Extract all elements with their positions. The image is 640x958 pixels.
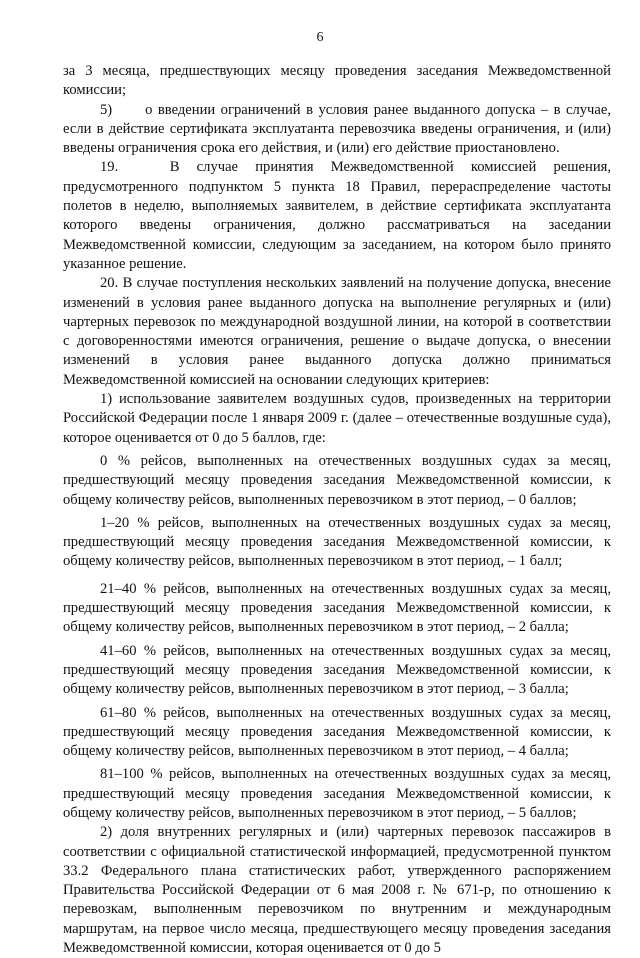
document-body <box>63 62 611 958</box>
paragraph-item-5: 5) о введении ограничений в условия ранее выданного допуска – в случае, если в действие сертификата эксплуатанта перевозчика введены ограничения, и (или) введены ограничения срока его действия, и (или) его действие приостановлено. <box>63 101 611 157</box>
paragraph-score-0: 0 % рейсов, выполненных на отечественных воздушных судах за месяц, предшествующий месяцу проведения заседания Межведомственной комиссии, к общему количеству рейсов, выполненных перевозчиком в этот период, – 0 баллов; <box>63 452 611 508</box>
paragraph-score-4: 61–80 % рейсов, выполненных на отечественных воздушных судах за месяц, предшествующий месяцу проведения заседания Межведомственной комиссии, к общему количеству рейсов, выполненных перевозчиком в этот период, – 4 балла; <box>63 704 611 760</box>
paragraph-score-5: 81–100 % рейсов, выполненных на отечественных воздушных судах за месяц, предшествующий месяцу проведения заседания Межведомственной комиссии, к общему количеству рейсов, выполненных перевозчиком в этот период, – 5 баллов; <box>63 766 611 821</box>
paragraph-criterion-1: 1) использование заявителем воздушных судов, произведенных на территории Российской Федерации после 1 января 2009 г. (далее – отечественные воздушные суда), которое оценивается от 0 до 5 баллов, где: <box>63 391 611 446</box>
page-number: 6 <box>316 30 324 45</box>
paragraph-criterion-2: 2) доля внутренних регулярных и (или) чартерных перевозок пассажиров в соответствии с официальной статистической информацией, предусмотренной пунктом 33.2 Федерального плана статистических работ, утвержденного распоряжением Правительства Российской Федерации от 6 мая 2008 г. № 671-р, по отношению к перевозкам, выполненным перевозчиком по внутренним и международным маршрутам, на первое число месяца, предшествующего месяцу проведения заседания Межведомственной комиссии, которая оценивается от 0 до 5 <box>63 824 611 957</box>
paragraph-continuation: за 3 месяца, предшествующих месяцу проведения заседания Межведомственной комиссии; <box>63 63 611 99</box>
paragraph-score-3: 41–60 % рейсов, выполненных на отечественных воздушных судах за месяц, предшествующий месяцу проведения заседания Межведомственной комиссии, к общему количеству рейсов, выполненных перевозчиком в этот период, – 3 балла; <box>63 642 611 698</box>
paragraph-score-2: 21–40 % рейсов, выполненных на отечественных воздушных судах за месяц, предшествующий месяцу проведения заседания Межведомственной комиссии, к общему количеству рейсов, выполненных перевозчиком в этот период, – 2 балла; <box>63 580 611 636</box>
paragraph-clause-19: 19. В случае принятия Межведомственной комиссией решения, предусмотренного подпунктом 5 пункта 18 Правил, перераспределение частоты полетов в неделю, выполняемых заявителем, в действие сертификата эксплуатанта которого введены ограничения, должно рассматриваться на заседании Межведомственной комиссии, следующим за заседанием, на котором было принято указанное решение. <box>63 159 611 272</box>
paragraph-score-1: 1–20 % рейсов, выполненных на отечественных воздушных судах за месяц, предшествующий месяцу проведения заседания Межведомственной комиссии, к общему количеству рейсов, выполненных перевозчиком в этот период, – 1 балл; <box>63 514 611 570</box>
paragraph-clause-20: 20. В случае поступления нескольких заявлений на получение допуска, внесение изменений в условия ранее выданного допуска на выполнение регулярных и (или) чартерных перевозок по международной воздушной линии, на которой в соответствии с договоренностями имеются ограничения, решение о выдаче допуска, о внесении изменений в условия ранее выданного допуска должно приниматься Межведомственной комиссией на основании следующих критериев: <box>63 275 611 388</box>
